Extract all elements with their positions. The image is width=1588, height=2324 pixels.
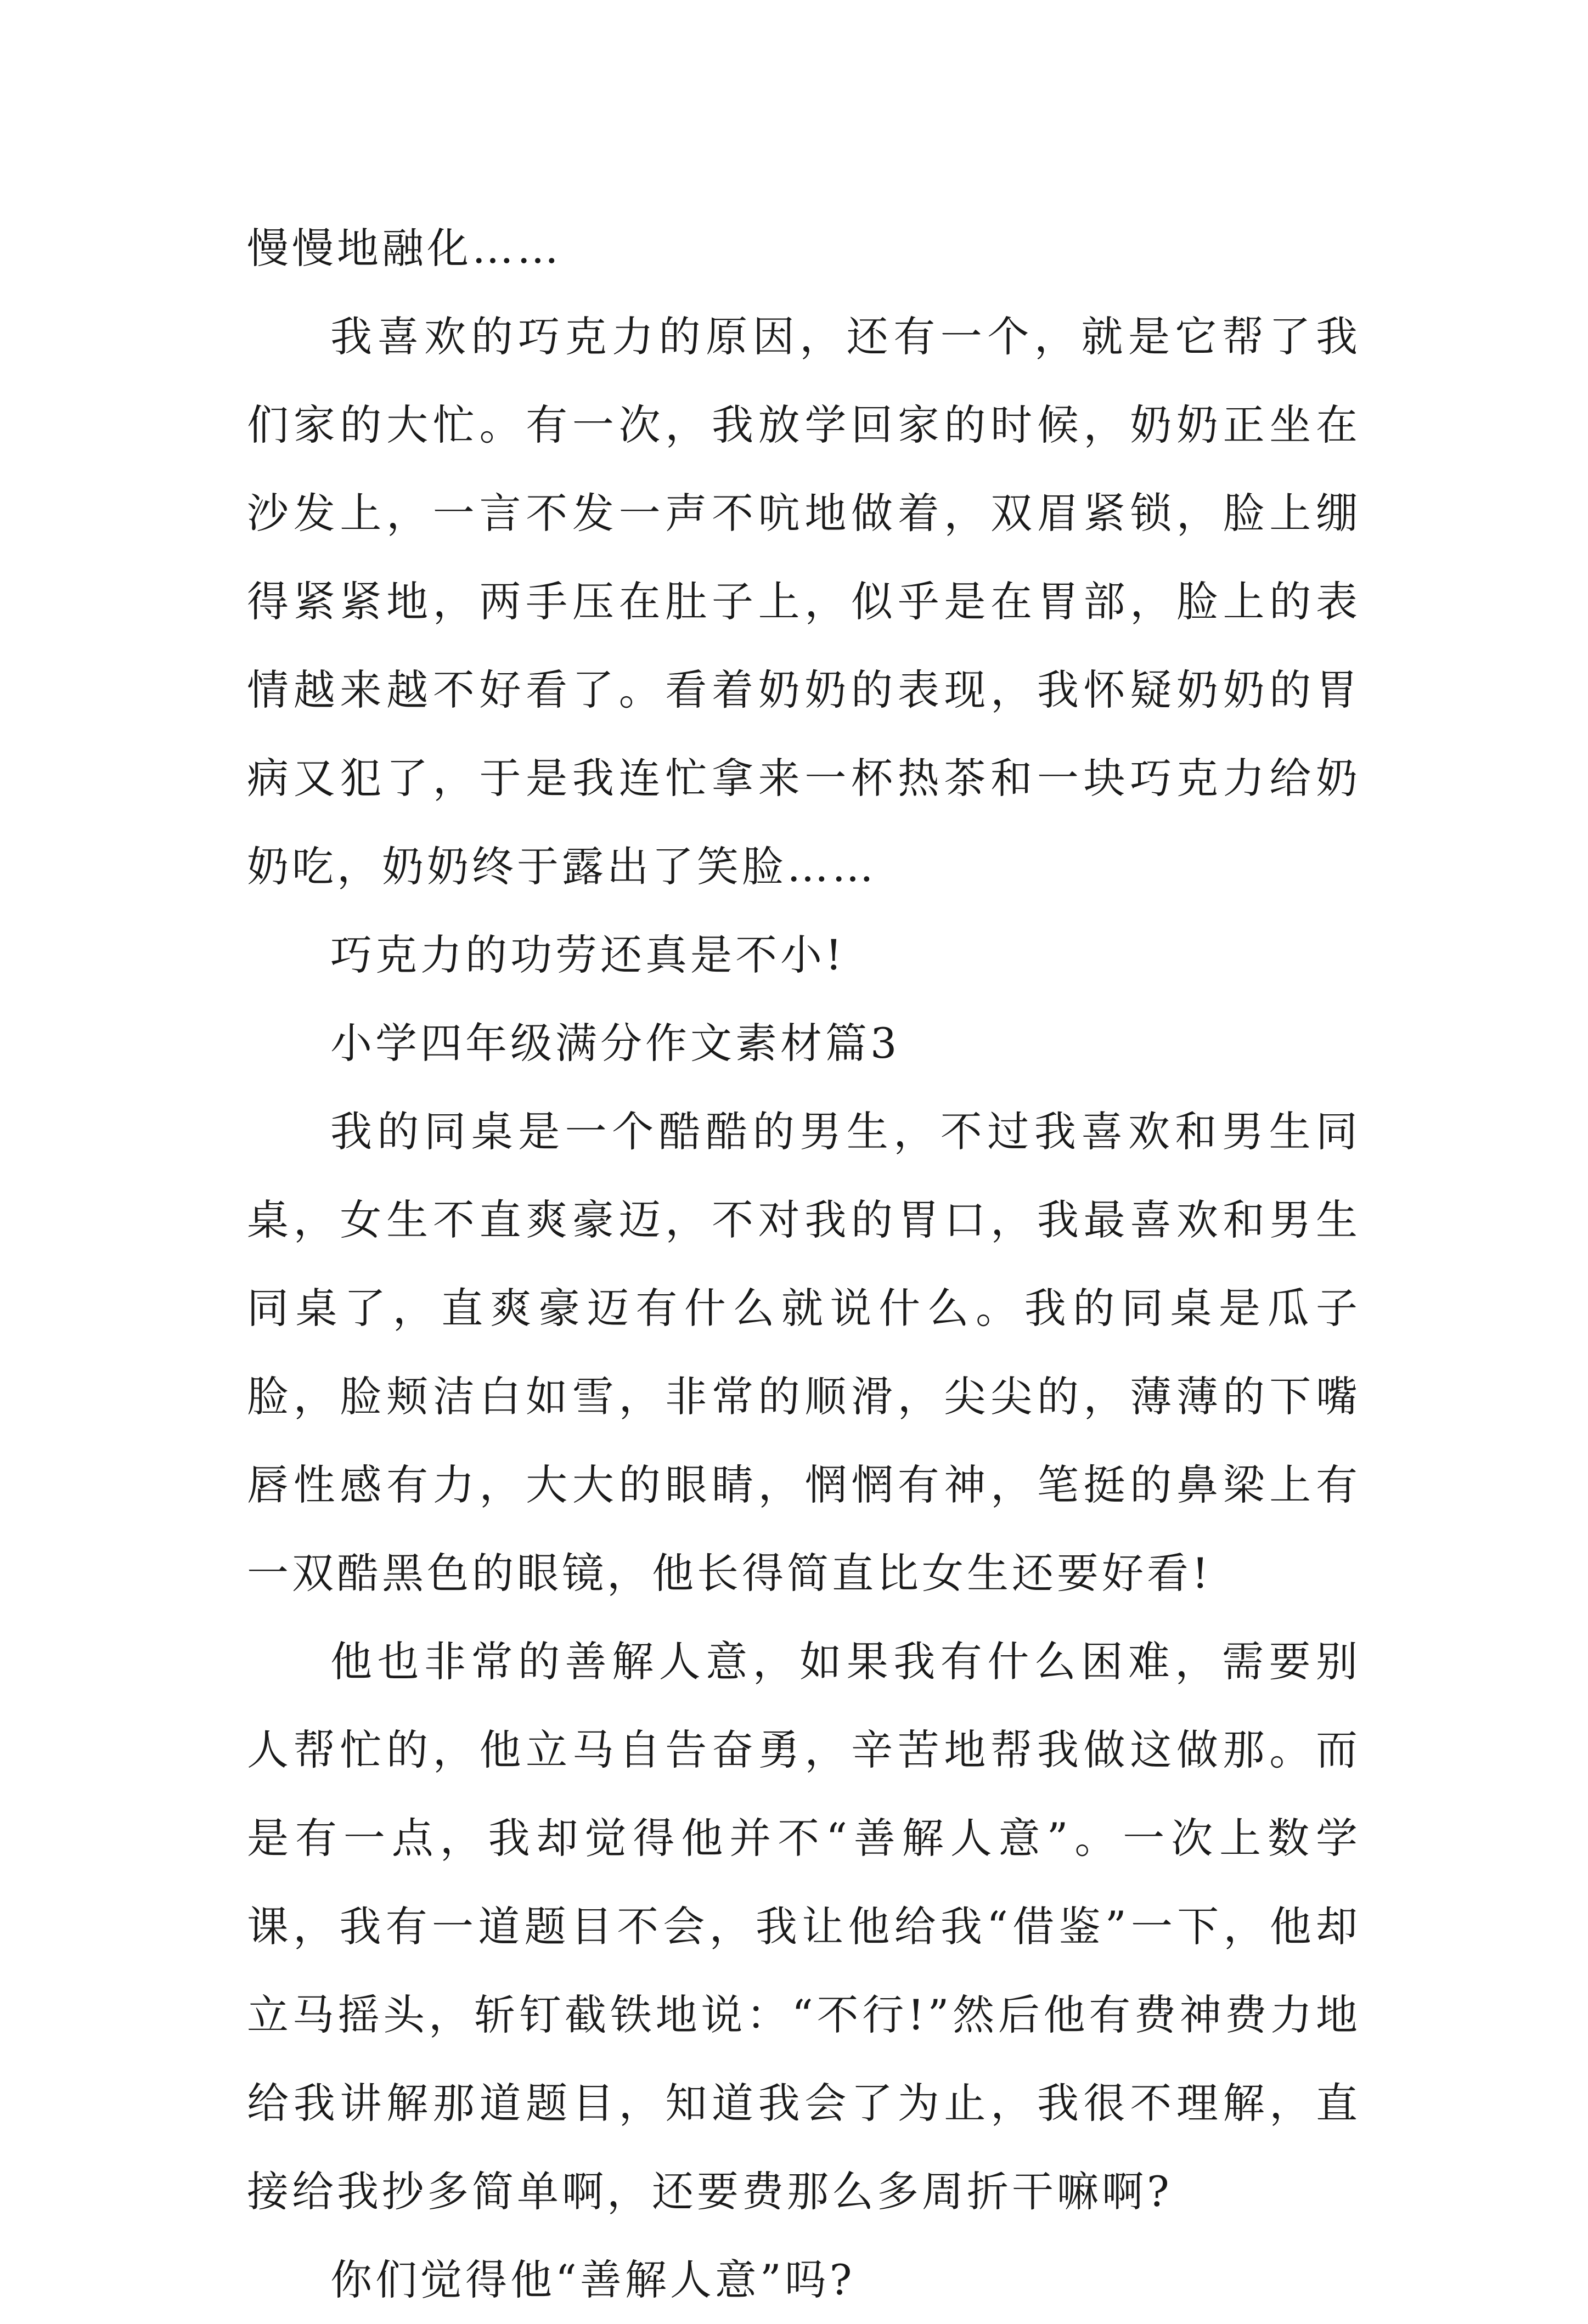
document-body	[247, 204, 1361, 2324]
section-heading: 小学四年级满分作文素材篇3	[330, 1019, 900, 1068]
paragraph: 你们觉得他“善解人意”吗?	[330, 2255, 855, 2304]
paragraph: 他也非常的善解人意，如果我有什么困难，需要别人帮忙的，他立马自告奋勇，辛苦地帮我做这做那。而是有一点，我却觉得他并不“善解人意”。一次上数学课，我有一道题目不会，我让他给我“借鉴”一下，他却立马摇头，斩钉截铁地说：“不行!”然后他有费神费力地给我讲解那道题目，知道我会了为止，我很不理解，直接给我抄多简单啊，还要费那么多周折干嘛啊?	[247, 1637, 1361, 2216]
paragraph: 慢慢地融化……	[247, 224, 562, 273]
paragraph: 我喜欢的巧克力的原因，还有一个，就是它帮了我们家的大忙。有一次，我放学回家的时候，奶奶正坐在沙发上，一言不发一声不吭地做着，双眉紧锁，脸上绷得紧紧地，两手压在肚子上，似乎是在胃部，脸上的表情越来越不好看了。看着奶奶的表现，我怀疑奶奶的胃病又犯了，于是我连忙拿来一杯热茶和一块巧克力给奶奶吃，奶奶终于露出了笑脸……	[247, 312, 1361, 891]
paragraph: 我的同桌是一个酷酷的男生，不过我喜欢和男生同桌，女生不直爽豪迈，不对我的胃口，我最喜欢和男生同桌了，直爽豪迈有什么就说什么。我的同桌是瓜子脸，脸颊洁白如雪，非常的顺滑，尖尖的，薄薄的下嘴唇性感有力，大大的眼睛，惘惘有神，笔挺的鼻梁上有一双酷黑色的眼镜，他长得简直比女生还要好看!	[247, 1107, 1361, 1598]
paragraph: 巧克力的功劳还真是不小!	[330, 930, 846, 979]
